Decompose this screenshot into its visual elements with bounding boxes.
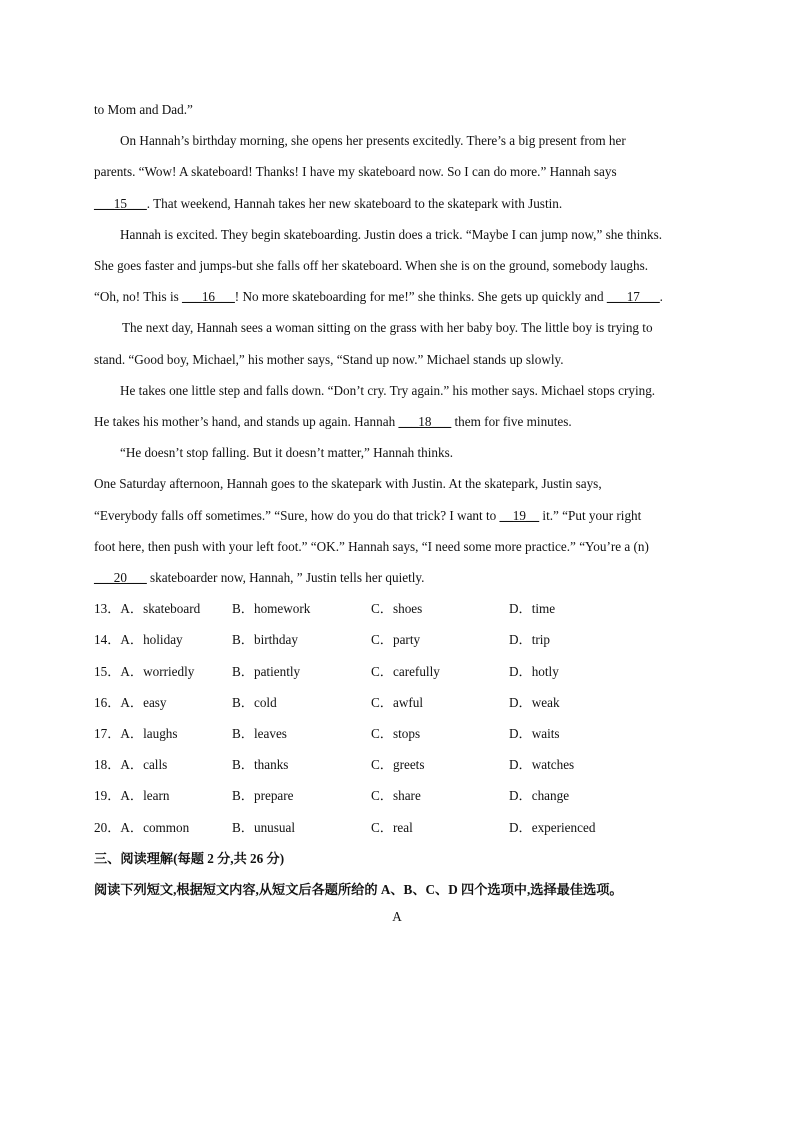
option-d: D．watches bbox=[509, 757, 575, 772]
passage-text: Hannah is excited. They begin skateboarding. Justin does a trick. “Maybe I can jump now,” she thinks. bbox=[120, 227, 663, 242]
blank-19: __19__ bbox=[499, 508, 540, 523]
part-label-text: A bbox=[392, 909, 402, 924]
option-d: D．experienced bbox=[509, 820, 596, 835]
passage-line-2 bbox=[120, 132, 700, 150]
passage-line-15 bbox=[94, 538, 700, 556]
passage-text: On Hannah’s birthday morning, she opens her presents excitedly. There’s a big present from her bbox=[120, 133, 626, 148]
option-a: 13．A．skateboard bbox=[94, 601, 201, 616]
option-a: 18．A．calls bbox=[94, 757, 168, 772]
passage-text: parents. “Wow! A skateboard! Thanks! I have my skateboard now. So I can do more.” Hannah says bbox=[94, 164, 617, 179]
passage-text: it.” “Put your right bbox=[539, 508, 642, 523]
option-b: B．prepare bbox=[232, 788, 294, 803]
passage-text: stand. “Good boy, Michael,” his mother says, “Stand up now.” Michael stands up slowly. bbox=[94, 352, 564, 367]
passage-line-7 bbox=[94, 288, 700, 306]
option-a: 15．A．worriedly bbox=[94, 664, 195, 679]
passage-line-16 bbox=[94, 569, 700, 587]
passage-text: He takes one little step and falls down. “Don’t cry. Try again.” his mother says. Michael stops crying. bbox=[120, 383, 656, 398]
passage-text: skateboarder now, Hannah, ” Justin tells her quietly. bbox=[146, 570, 425, 585]
blank-20: ___20___ bbox=[94, 570, 147, 585]
passage-text: foot here, then push with your left foot.” “OK.” Hannah says, “I need some more practice.” “You’re a (n) bbox=[94, 539, 649, 554]
option-c: C．carefully bbox=[371, 664, 440, 679]
option-c: C．greets bbox=[371, 757, 425, 772]
passage-text: “Oh, no! This is bbox=[94, 289, 183, 304]
passage-line-9 bbox=[94, 351, 700, 369]
blank-15: ___15___ bbox=[94, 196, 147, 211]
passage-line-3 bbox=[94, 163, 700, 181]
blank-17: ___17___ bbox=[606, 289, 660, 304]
passage-line-6 bbox=[94, 257, 700, 275]
option-a: 16．A．easy bbox=[94, 695, 167, 710]
passage-line-13 bbox=[94, 475, 700, 493]
option-d: D．time bbox=[509, 601, 556, 616]
option-d: D．change bbox=[509, 788, 570, 803]
option-d: D．trip bbox=[509, 632, 551, 647]
section-heading bbox=[94, 850, 700, 868]
option-c: C．stops bbox=[371, 726, 421, 741]
passage-text: He takes his mother’s hand, and stands up again. Hannah bbox=[94, 414, 399, 429]
option-b: B．unusual bbox=[232, 820, 296, 835]
option-b: B．cold bbox=[232, 695, 277, 710]
passage-text: The next day, Hannah sees a woman sitting on the grass with her baby boy. The little boy is trying to bbox=[122, 320, 653, 335]
passage-line-8 bbox=[122, 319, 702, 337]
passage-line-1 bbox=[94, 101, 700, 119]
section-instruction bbox=[94, 881, 700, 899]
option-d: D．weak bbox=[509, 695, 560, 710]
passage-line-14 bbox=[94, 507, 700, 525]
passage-line-12 bbox=[120, 444, 700, 462]
passage-line-4 bbox=[94, 195, 700, 213]
passage-text: them for five minutes. bbox=[451, 414, 572, 429]
option-b: B．patiently bbox=[232, 664, 301, 679]
option-c: C．real bbox=[371, 820, 413, 835]
passage-text: One Saturday afternoon, Hannah goes to the skatepark with Justin. At the skatepark, Justin says, bbox=[94, 476, 602, 491]
blank-16: ___16___ bbox=[182, 289, 235, 304]
passage-line-11 bbox=[94, 413, 700, 431]
passage-text: ! No more skateboarding for me!” she thinks. She gets up quickly and bbox=[234, 289, 607, 304]
option-b: B．birthday bbox=[232, 632, 298, 647]
blank-18: ___18___ bbox=[398, 414, 452, 429]
part-label bbox=[0, 908, 794, 926]
passage-text: “Everybody falls off sometimes.” “Sure, how do you do that trick? I want to bbox=[94, 508, 500, 523]
option-a: 14．A．holiday bbox=[94, 632, 183, 647]
section-heading-text: 三、阅读理解(每题 2 分,共 26 分) bbox=[94, 851, 285, 866]
passage-text: to Mom and Dad.” bbox=[94, 102, 193, 117]
option-c: C．awful bbox=[371, 695, 424, 710]
passage-text: . That weekend, Hannah takes her new skateboard to the skatepark with Justin. bbox=[146, 196, 563, 211]
option-b: B．homework bbox=[232, 601, 311, 616]
option-a: 19．A．learn bbox=[94, 788, 170, 803]
section-instruction-text: 阅读下列短文,根据短文内容,从短文后各题所给的 A、B、C、D 四个选项中,选择最佳选项。 bbox=[94, 882, 623, 897]
option-c: C．share bbox=[371, 788, 421, 803]
option-d: D．waits bbox=[509, 726, 560, 741]
option-d: D．hotly bbox=[509, 664, 559, 679]
passage-text: She goes faster and jumps-but she falls off her skateboard. When she is on the ground, somebody laughs. bbox=[94, 258, 649, 273]
option-a: 20．A．common bbox=[94, 820, 190, 835]
option-b: B．thanks bbox=[232, 757, 289, 772]
option-c: C．party bbox=[371, 632, 421, 647]
passage-line-5 bbox=[120, 226, 700, 244]
passage-text: “He doesn’t stop falling. But it doesn’t matter,” Hannah thinks. bbox=[120, 445, 454, 460]
passage-line-10 bbox=[120, 382, 700, 400]
passage-text: . bbox=[659, 289, 663, 304]
option-c: C．shoes bbox=[371, 601, 423, 616]
option-a: 17．A．laughs bbox=[94, 726, 178, 741]
option-b: B．leaves bbox=[232, 726, 287, 741]
